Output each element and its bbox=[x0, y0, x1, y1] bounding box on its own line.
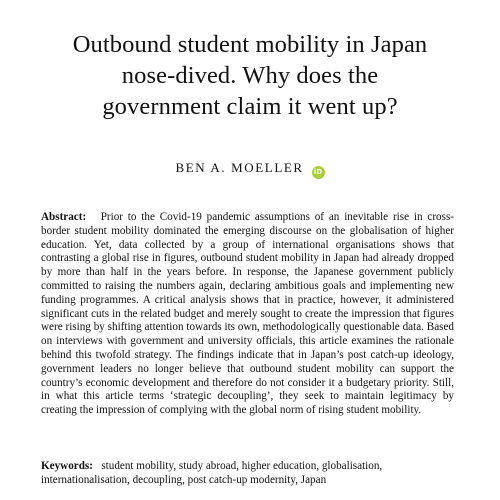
keywords-label: Keywords: bbox=[41, 460, 93, 472]
article-title-line-2: nose-dived. Why does the bbox=[121, 62, 379, 89]
article-title-line-1: Outbound student mobility in Japan bbox=[72, 31, 428, 58]
author-name: BEN A. MOELLER bbox=[175, 160, 304, 175]
abstract-label: Abstract: bbox=[41, 211, 87, 223]
author-line bbox=[0, 160, 500, 179]
abstract-text: Prior to the Covid-19 pandemic assumptions of an inevitable rise in cross-border student mobility dominated the emerging discourse on the globalisation of higher education. Yet, data collected by a group of international organisations shows that contrasting a global rise in figures, outbound student mobility in Japan had already dropped by more than half in the years before. In response, the Japanese government publicly committed to raising the numbers again, declaring ambitious goals and implementing new funding programmes. A critical analysis shows that in practice, however, it administered significant cuts in the related budget and merely sought to create the impression that figures were rising by shifting attention towards its own, methodologically questionable data. Based on interviews with government and university officials, this article examines the rationale behind this twofold strategy. The findings indicate that in Japan’s post catch-up ideology, government leaders no longer believe that outbound student mobility can support the country’s economic development and therefore do not consider it a budgetary priority. Still, in what this article terms ‘strategic decoupling’, they seek to maintain legitimacy by creating the impression of complying with the global norm of rising student mobility. bbox=[41, 211, 454, 417]
keywords bbox=[41, 460, 454, 488]
orcid-icon[interactable]: iD bbox=[312, 166, 325, 179]
keywords-text: student mobility, study abroad, higher education, globalisation, internationalisation, decoupling, post catch-up modernity, Japan bbox=[41, 460, 383, 486]
abstract bbox=[41, 211, 454, 418]
article-title-line-3: government claim it went up? bbox=[102, 93, 398, 120]
article-title bbox=[10, 29, 490, 122]
